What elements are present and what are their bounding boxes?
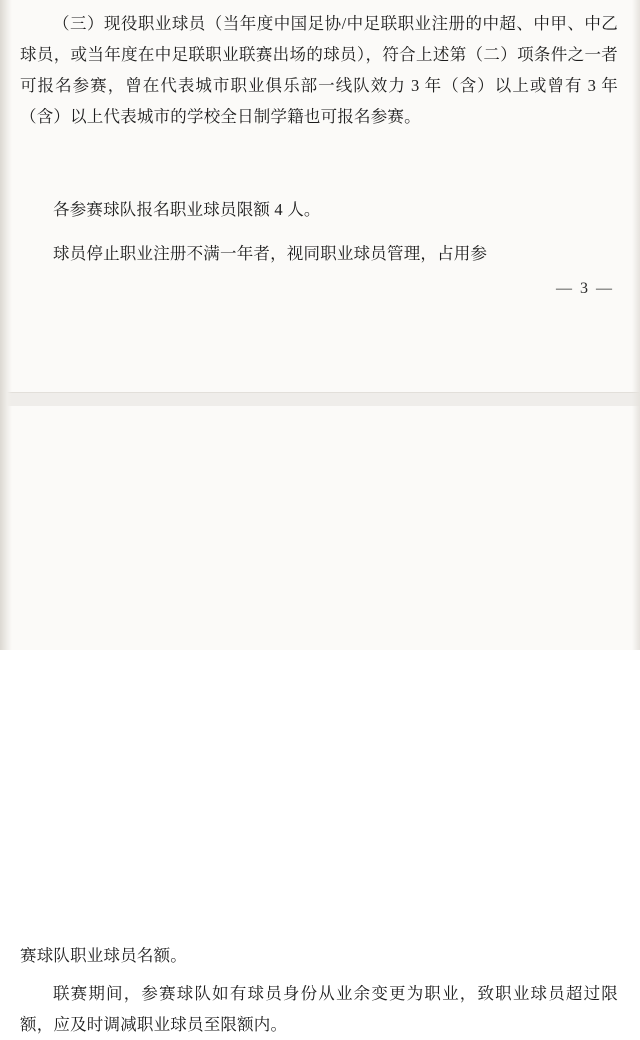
page-right-edge-shadow [632, 0, 640, 650]
paragraph-block-season-rule [20, 978, 618, 1040]
paragraph-block-continuation [20, 940, 618, 971]
page-number: — 3 — [556, 280, 614, 297]
paragraph-block-quota [20, 194, 618, 225]
document-page-top [0, 0, 640, 392]
paragraph-text: （三）现役职业球员（当年度中国足协/中足联职业注册的中超、中甲、中乙球员，或当年度在中足联职业联赛出场的球员），符合上述第（二）项条件之一者可报名参赛，曾在代表城市职业俱乐部一线队效力 3 年（含）以上或曾有 3 年（含）以上代表城市的学校全日制学籍也可报名参赛。 [20, 14, 618, 126]
paragraph-block-registration [20, 238, 618, 269]
paragraph-text: 联赛期间，参赛球队如有球员身份从业余变更为职业，致职业球员超过限额，应及时调减职业球员至限额内。 [20, 984, 618, 1034]
paragraph-text: 赛球队职业球员名额。 [20, 946, 187, 965]
document-page-bottom [0, 406, 640, 1034]
page-left-edge-shadow [0, 0, 12, 650]
paragraph-block-eligibility [20, 8, 618, 132]
paragraph-text: 各参赛球队报名职业球员限额 4 人。 [53, 200, 321, 219]
paragraph-text: 球员停止职业注册不满一年者，视同职业球员管理，占用参 [53, 244, 488, 263]
